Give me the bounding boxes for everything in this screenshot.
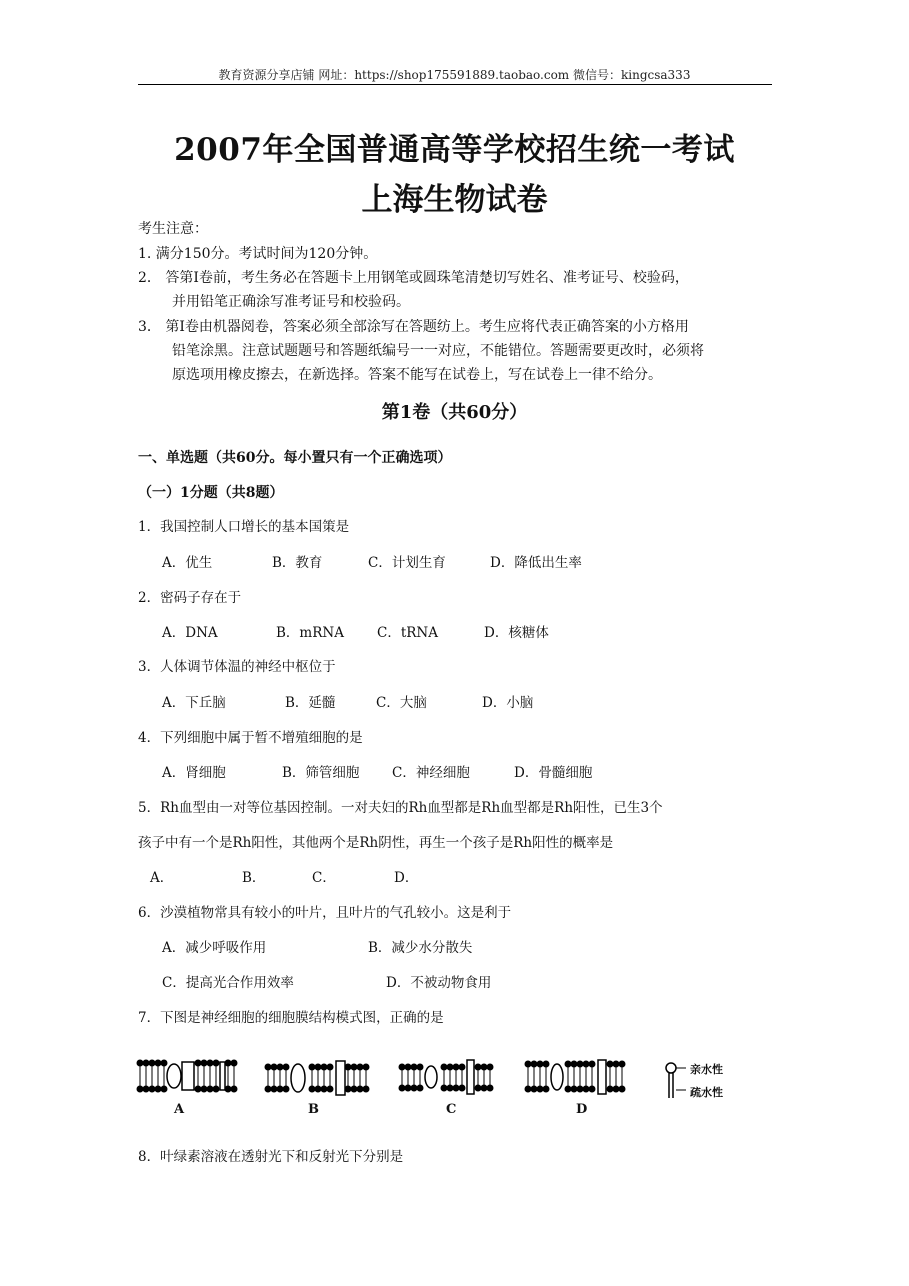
membrane-diagram-a	[136, 1058, 240, 1094]
notice-item-3: 3． 第Ⅰ卷由机器阅卷，答案必须全部涂写在答题纺上。考生应将代表正确答案的小方格用	[138, 319, 689, 335]
question-6-option-d: D．不被动物食用	[386, 975, 492, 991]
notice-item-2-cont: 并用铅笔正确涂写准考证号和校验码。	[172, 294, 410, 310]
question-6-stem: 6．沙漠植物常具有较小的叶片，且叶片的气孔较小。这是利于	[138, 905, 512, 921]
header-rule	[138, 84, 772, 85]
question-2-option-b: B．mRNA	[276, 625, 344, 641]
question-7-stem: 7．下图是神经细胞的细胞膜结构模式图，正确的是	[138, 1010, 444, 1026]
question-4-option-b: B．筛管细胞	[282, 765, 360, 781]
question-6-option-a: A．减少呼吸作用	[162, 940, 267, 956]
question-4-stem: 4．下列细胞中属于暂不增殖细胞的是	[138, 730, 363, 746]
question-5-stem: 5．Rh血型由一对等位基因控制。一对夫妇的Rh血型都是Rh血型都是Rh阳性，已生3个	[138, 800, 663, 816]
question-4-option-a: A．肾细胞	[162, 765, 226, 781]
question-6-option-b: B．减少水分散失	[368, 940, 473, 956]
notice-item-1: 1. 满分150分。考试时间为120分钟。	[138, 246, 378, 262]
notice-item-3-cont2: 原选项用橡皮擦去，在新选择。答案不能写在试卷上，写在试卷上一律不给分。	[172, 367, 662, 383]
question-5-option-b: B．	[242, 870, 266, 886]
phospholipid-legend-icon	[664, 1060, 688, 1102]
membrane-diagram-b	[264, 1058, 370, 1098]
section-title: 第1卷（共60分）	[381, 402, 528, 423]
question-5-option-a: A．	[150, 870, 174, 886]
diagram-label-c: C	[446, 1102, 457, 1117]
notice-item-3-cont1: 铅笔涂黑。注意试题题号和答题纸编号一一对应，不能错位。答题需要更改时，必须将	[172, 343, 704, 359]
page-header: 教育资源分享店铺 网址：https://shop175591889.taobao.com 微信号：kingcsa333	[218, 68, 691, 82]
question-3-option-d: D．小脑	[482, 695, 534, 711]
exam-subtitle: 上海生物试卷	[361, 182, 548, 218]
question-4-option-c: C．神经细胞	[392, 765, 470, 781]
question-1-option-c: C．计划生育	[368, 555, 446, 571]
question-3-option-c: C．大脑	[376, 695, 427, 711]
question-1-stem: 1．我国控制人口增长的基本国策是	[138, 519, 350, 535]
question-2-option-a: A．DNA	[162, 625, 218, 641]
question-5-option-c: C．	[312, 870, 336, 886]
question-1-option-a: A．优生	[162, 555, 213, 571]
diagram-label-a: A	[174, 1102, 185, 1117]
question-4-option-d: D．骨髓细胞	[514, 765, 593, 781]
question-1-option-d: D．降低出生率	[490, 555, 582, 571]
question-3-option-a: A．下丘脑	[162, 695, 226, 711]
question-1-option-b: B．教育	[272, 555, 323, 571]
notice-item-2: 2． 答第Ⅰ卷前，考生务必在答题卡上用钢笔或圆珠笔清楚切写姓名、准考证号、校验码，	[138, 270, 689, 286]
part1-subheading: （一）1分题（共8题）	[138, 485, 284, 501]
exam-title: 2007年全国普通高等学校招生统一考试	[174, 132, 735, 168]
question-6-option-c: C．提高光合作用效率	[162, 975, 294, 991]
question-5-option-d: D．	[394, 870, 419, 886]
question-2-stem: 2．密码子存在于	[138, 590, 242, 606]
diagram-label-d: D	[576, 1102, 588, 1117]
question-8-stem: 8．叶绿素溶液在透射光下和反射光下分别是	[138, 1149, 404, 1165]
question-3-option-b: B．延髓	[285, 695, 336, 711]
membrane-diagram-c	[398, 1058, 498, 1096]
notice-heading: 考生注意：	[138, 221, 208, 237]
question-2-option-c: C．tRNA	[377, 625, 438, 641]
legend-hydrophobic-label: 疏水性	[690, 1086, 723, 1099]
question-2-option-d: D．核糖体	[484, 625, 549, 641]
question-3-stem: 3．人体调节体温的神经中枢位于	[138, 659, 336, 675]
membrane-diagram-d	[524, 1058, 630, 1096]
diagram-label-b: B	[308, 1102, 319, 1117]
legend-hydrophilic-label: 亲水性	[690, 1063, 723, 1076]
part1-heading: 一、单选题（共60分。每小置只有一个正确选项）	[138, 450, 452, 466]
question-5-stem-cont: 孩子中有一个是Rh阳性，其他两个是Rh阴性，再生一个孩子是Rh阳性的概率是	[138, 835, 614, 851]
